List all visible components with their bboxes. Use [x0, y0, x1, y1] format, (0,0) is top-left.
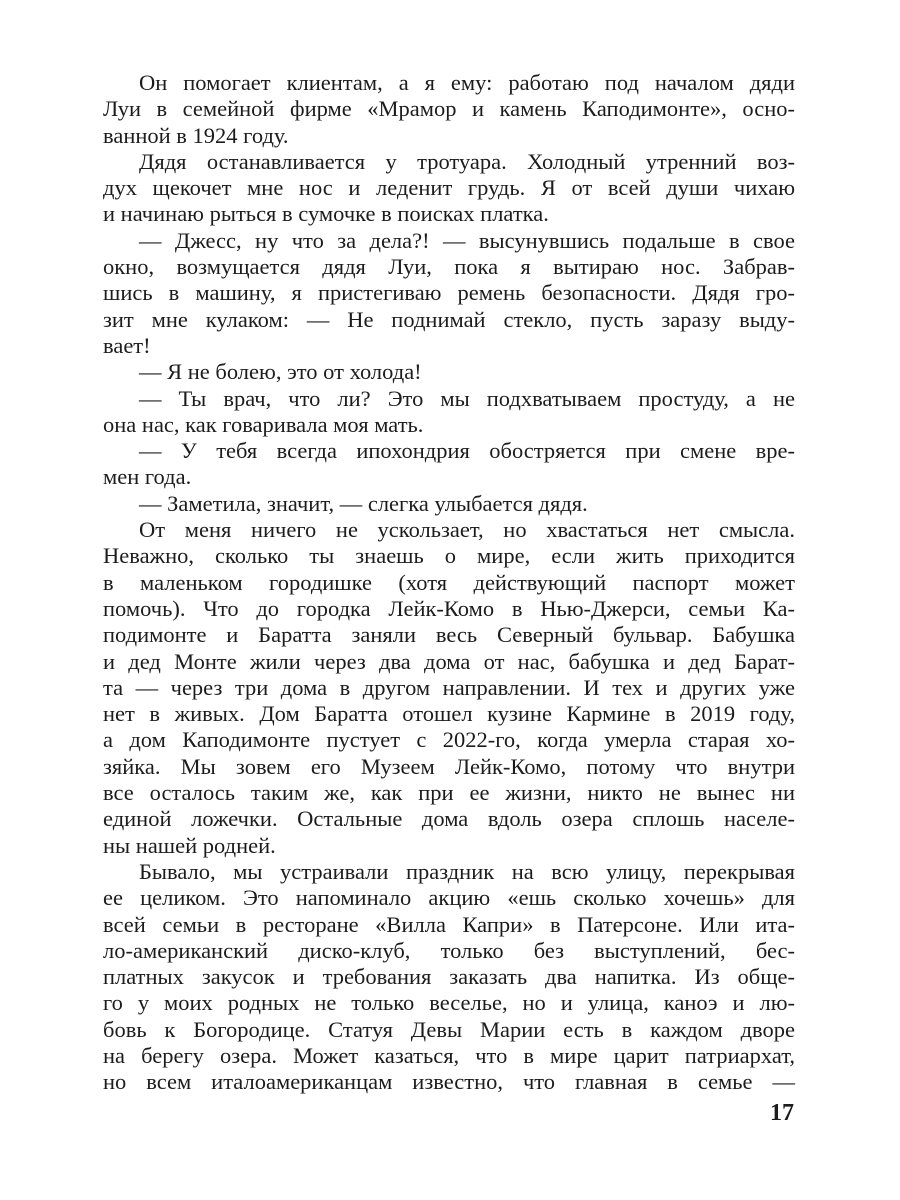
text-line: мен года. [103, 464, 192, 490]
text-line: помочь). Что до городка Лейк-Комо в Нью-Джерси, семьи Ка- [103, 595, 795, 621]
text-line: дух щекочет мне нос и леденит грудь. Я от всей души чихаю [103, 175, 795, 201]
text-line: Он помогает клиентам, а я ему: работаю под началом дяди [139, 70, 795, 95]
text-line: в маленьком городишке (хотя действующий паспорт может [103, 569, 795, 595]
text-line: единой ложечки. Остальные дома вдоль озера сплошь населе- [103, 806, 795, 832]
text-line: зяйка. Мы зовем его Музеем Лейк-Комо, потому что внутри [103, 753, 795, 779]
text-line: ны нашей родней. [103, 832, 276, 858]
text-line: — Заметила, значит, — слегка улыбается дядя. [139, 490, 588, 516]
text-line: нет в живых. Дом Баратта отошел кузине Кармине в 2019 году, [103, 701, 795, 727]
text-line: го у моих родных не только веселье, но и улица, каноэ и лю- [103, 990, 795, 1016]
text-line: ванной в 1924 году. [103, 122, 289, 148]
text-line: все осталось таким же, как при ее жизни, никто не вынес ни [103, 780, 795, 806]
text-line: вает! [103, 332, 151, 358]
text-line: Бывало, мы устраивали праздник на всю улицу, перекрывая [139, 858, 795, 884]
text-line: От меня ничего не ускользает, но хвастаться нет смысла. [139, 517, 795, 543]
text-line: Дядя останавливается у тротуара. Холодный утренний воз- [139, 148, 795, 174]
text-line: и дед Монте жили через два дома от нас, бабушка и дед Барат- [103, 648, 795, 674]
text-line: зит мне кулаком: — Не поднимай стекло, пусть заразу выду- [103, 306, 795, 332]
text-line: — У тебя всегда ипохондрия обостряется при смене вре- [139, 438, 795, 464]
text-line: на берегу озера. Может казаться, что в мире царит патриархат, [103, 1042, 795, 1068]
text-line: но всем италоамериканцам известно, что главная в семье — [103, 1069, 795, 1095]
text-line: та — через три дома в другом направлении. И тех и других уже [103, 674, 795, 700]
text-line: а дом Каподимонте пустует с 2022-го, когда умерла старая хо- [103, 727, 795, 753]
text-line: всей семьи в ресторане «Вилла Капри» в Патерсоне. Или ита- [103, 911, 795, 937]
text-line: бовь к Богородице. Статуя Девы Марии есть в каждом дворе [103, 1016, 795, 1042]
text-line: — Я не болею, это от холода! [139, 359, 422, 385]
body-text [103, 70, 795, 1096]
text-line: Луи в семейной фирме «Мрамор и камень Каподимонте», осно- [103, 96, 795, 122]
text-line: и начинаю рыться в сумочке в поисках платка. [103, 201, 549, 227]
text-line: Неважно, сколько ты знаешь о мире, если жить приходится [103, 543, 795, 569]
text-line: окно, возмущается дядя Луи, пока я вытираю нос. Забрав- [103, 254, 795, 280]
text-line: шись в машину, я пристегиваю ремень безопасности. Дядя гро- [103, 280, 795, 306]
text-line: ее целиком. Это напоминало акцию «ешь сколько хочешь» для [103, 885, 795, 911]
text-line: — Ты врач, что ли? Это мы подхватываем простуду, а не [139, 385, 795, 411]
text-line: платных закусок и требования заказать два напитка. Из обще- [103, 964, 795, 990]
text-line: — Джесс, ну что за дела?! — высунувшись подальше в свое [139, 227, 795, 253]
page-number: 17 [770, 1100, 794, 1126]
text-line: ло-американский диско-клуб, только без выступлений, бес- [103, 937, 795, 963]
text-line: она нас, как говаривала моя мать. [103, 411, 424, 437]
text-line: подимонте и Баратта заняли весь Северный бульвар. Бабушка [103, 622, 795, 648]
